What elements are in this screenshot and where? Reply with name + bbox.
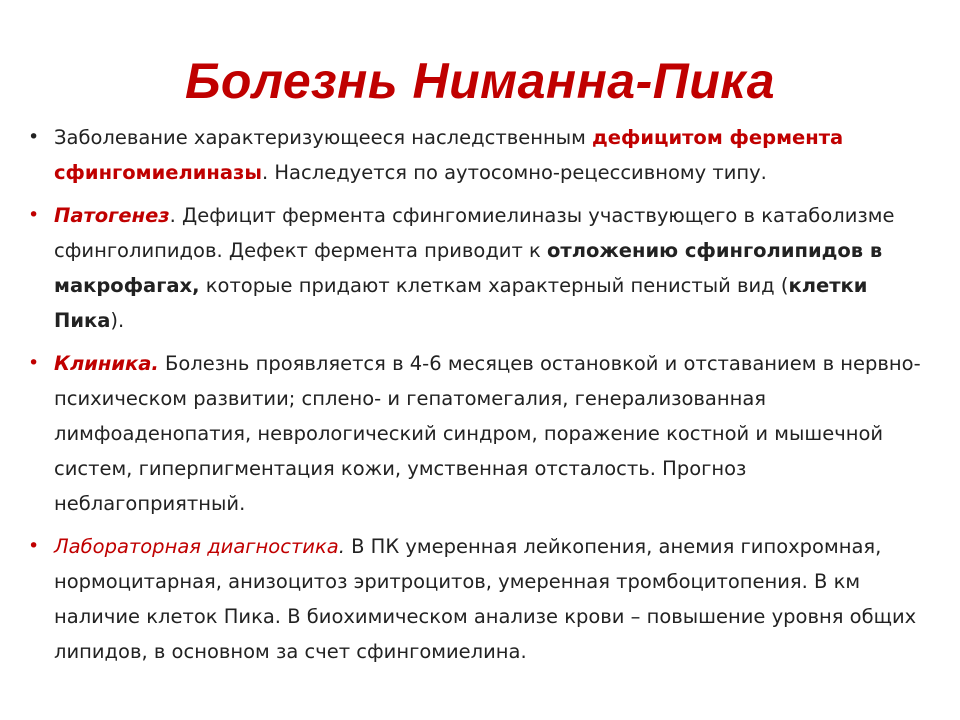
bullet-item-lab-diagnostics	[24, 529, 936, 669]
bullet-dot-icon: •	[28, 535, 40, 557]
bullet-text	[54, 126, 843, 184]
heading-clinic: Клиника.	[54, 352, 159, 375]
bullet-dot-icon: •	[28, 204, 40, 226]
text-run: Болезнь проявляется в 4-6 месяцев остановкой и отставанием в нервно-психическом развитии; сплено- и гепатомегалия, генерализованная лимфоаденопатия, неврологический синдром, поражение костной и мышечной систем, гиперпигментация кожи, умственная отсталость. Прогноз неблагоприятный.	[54, 352, 921, 515]
text-run: . Наследуется по аутосомно-рецессивному типу.	[262, 161, 767, 184]
heading-pathogenesis: Патогенез	[54, 204, 170, 227]
bullet-text	[54, 204, 894, 332]
text-run: .	[338, 535, 345, 558]
bullet-item-definition	[24, 120, 936, 190]
text-run: В ПК умеренная лейкопения, анемия гипохромная, нормоцитарная, анизоцитоз эритроцитов, умеренная тромбоцитопения. В км наличие клеток Пика. В биохимическом анализе крови – повышение уровня общих липидов, в основном за счет сфингомиелина.	[54, 535, 917, 663]
bullet-text	[54, 352, 921, 515]
text-run: . Дефицит фермента сфингомиелиназы участвующего в катаболизме сфинголипидов. Дефект фермента приводит к	[54, 204, 895, 262]
bullet-text	[54, 535, 916, 663]
bullet-dot-icon: •	[28, 352, 40, 374]
highlight-deficit: дефицитом фермента сфингомиелиназы	[54, 126, 844, 184]
text-run: ).	[110, 309, 125, 332]
bullet-item-pathogenesis	[24, 198, 936, 338]
highlight-pick-cells: клетки Пика	[54, 274, 868, 332]
bullet-list	[24, 120, 936, 677]
slide-title: Болезнь Ниманна-Пика	[184, 53, 776, 109]
bullet-dot-icon: •	[28, 126, 40, 148]
highlight-deposition: отложению сфинголипидов в макрофагах,	[54, 239, 883, 297]
heading-lab-diagnostics: Лабораторная диагностика	[54, 535, 339, 558]
text-run: которые придают клеткам характерный пенистый вид (	[199, 274, 789, 297]
text-run: Заболевание характеризующееся наследственным	[54, 126, 593, 149]
bullet-item-clinic	[24, 346, 936, 521]
